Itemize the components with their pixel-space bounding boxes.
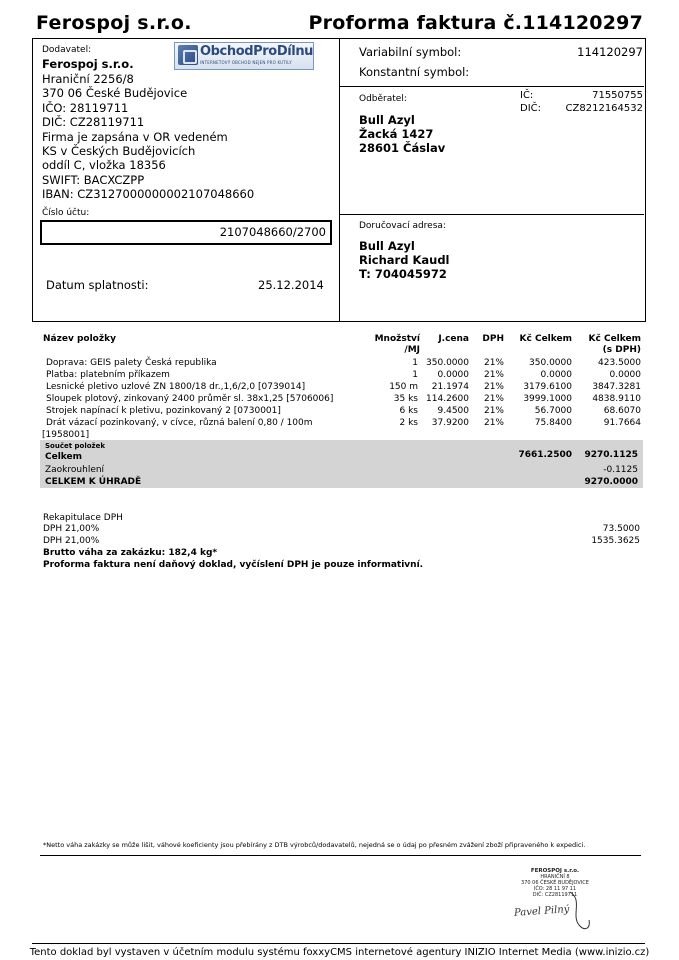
item-price: 114.2600 [426, 394, 469, 404]
supplier-company-heading: Ferospoj s.r.o. [36, 12, 192, 34]
items-table-body [0, 357, 679, 441]
item-total: 0.0000 [540, 370, 572, 380]
stamp-line: FEROSPOJ s.r.o. [530, 868, 580, 874]
table-row [0, 393, 679, 405]
item-vat: 21% [483, 382, 504, 392]
stamp-line: HRANIČNÍ 8 [540, 874, 570, 880]
delivery-line: T: 704045972 [359, 267, 447, 281]
col-header-vat: DPH [482, 334, 504, 344]
divider [339, 214, 644, 215]
item-qty: 2 ks [399, 418, 418, 428]
item-vat: 21% [483, 370, 504, 380]
item-price: 21.1974 [431, 382, 469, 392]
col-header-qty: Množství [374, 334, 420, 344]
item-qty: 6 ks [399, 406, 418, 416]
divider [339, 86, 644, 87]
item-total-vat: 4838.9110 [592, 394, 641, 404]
table-row [0, 381, 679, 393]
supplier-iban: IBAN: CZ3127000000002107048660 [42, 187, 255, 201]
item-qty: 1 [412, 370, 418, 380]
vat-recap-row-label: DPH 21,00% [43, 524, 100, 534]
item-price: 9.4500 [437, 406, 469, 416]
item-price: 37.9200 [431, 418, 469, 428]
item-total: 350.0000 [529, 358, 572, 368]
item-name: Platba: platebním příkazem [46, 370, 170, 380]
item-name: Drát vázací pozinkovaný, v cívce, různá balení 0,80 / 100m [46, 418, 313, 428]
delivery-line: Bull Azyl [359, 239, 415, 253]
vat-recap-row-value: 1535.3625 [591, 536, 640, 546]
col-header-name: Název položky [43, 334, 116, 344]
customer-dic-label: DIČ: [520, 103, 542, 114]
signature-flourish [565, 890, 595, 935]
item-total: 3999.1000 [523, 394, 572, 404]
col-header-total: Kč Celkem [519, 334, 572, 344]
table-row [0, 417, 679, 429]
item-name: Strojek napínací k pletivu, pozinkovaný 2 [0730001] [46, 406, 281, 416]
customer-dic-value: CZ8212164532 [565, 103, 643, 114]
stamp-line: 370 06 ČESKÉ BUDĚJOVICE [521, 880, 589, 886]
supplier-reg-line: KS v Českých Budějovicích [42, 144, 196, 158]
item-vat: 21% [483, 418, 504, 428]
divider [40, 855, 641, 856]
variable-symbol-label: Variabilní symbol: [359, 45, 462, 59]
due-date-value: 25.12.2014 [258, 278, 324, 292]
item-total-vat: 0.0000 [609, 370, 641, 380]
shop-logo [174, 42, 314, 70]
col-header-total-vat-sub: (s DPH) [602, 345, 641, 355]
table-row [0, 369, 679, 381]
supplier-city: 370 06 České Budějovice [42, 86, 188, 100]
divider [32, 943, 645, 944]
item-name: Lesnické pletivo uzlové ZN 1800/18 dr.,1,6/2,0 [0739014] [46, 382, 306, 392]
delivery-line: Richard Kaudl [359, 253, 450, 267]
item-price: 350.0000 [426, 358, 469, 368]
item-name: Doprava: GEIS palety Česká republika [46, 358, 217, 368]
vat-recap-row-value: 73.5000 [602, 524, 640, 534]
table-row [0, 405, 679, 417]
divider [339, 38, 340, 321]
item-price: 0.0000 [437, 370, 469, 380]
account-number-box [40, 220, 332, 245]
rounding-label: Zaokrouhlení [45, 465, 105, 475]
supplier-name: Ferospoj s.r.o. [42, 57, 134, 71]
item-code: [1958001] [42, 430, 90, 440]
item-vat: 21% [483, 394, 504, 404]
weight-footnote: *Netto váha zakázky se může lišit, váhové koeficienty jsou přebírány z DTB výrobců/dodavatelů, nejedná se o údaj po přesném zvážení zboží připraveného k expedici. [43, 841, 586, 849]
item-total-vat: 68.6070 [603, 406, 641, 416]
item-name: Sloupek plotový, zinkovaný 2400 průměr sl. 38x1,25 [5706006] [46, 394, 334, 404]
customer-street: Žacká 1427 [359, 127, 434, 141]
total-gross: 9270.1125 [584, 450, 638, 460]
invoice-title: Proforma faktura č.114120297 [308, 12, 643, 34]
item-total-vat: 423.5000 [598, 358, 641, 368]
item-qty: 1 [412, 358, 418, 368]
supplier-reg-line: Firma je zapsána v OR vedeném [42, 130, 228, 144]
supplier-reg-line: oddíl C, vložka 18356 [42, 158, 166, 172]
table-row [0, 357, 679, 369]
logo-tagline: INTERNETOVÝ OBCHOD NEJEN PRO KUTILY [200, 60, 292, 65]
col-header-total-vat: Kč Celkem [588, 334, 641, 344]
item-total: 3179.6100 [523, 382, 572, 392]
items-sum-label: Součet položek [45, 442, 106, 450]
customer-ic-label: IČ: [520, 90, 534, 101]
vat-recap-row-label: DPH 21,00% [43, 536, 100, 546]
supplier-dic: DIČ: CZ28119711 [42, 115, 145, 129]
total-net: 7661.2500 [518, 450, 572, 460]
footer-note: Tento doklad byl vystaven v účetním modulu systému foxxyCMS internetové agentury INIZIO Internet Media (www.inizio.cz) [29, 947, 650, 958]
customer-name: Bull Azyl [359, 113, 415, 127]
total-label: Celkem [45, 452, 83, 462]
account-label: Číslo účtu: [42, 208, 90, 218]
item-qty: 35 ks [393, 394, 418, 404]
customer-label: Odběratel: [359, 94, 407, 104]
supplier-swift: SWIFT: BACXCZPP [42, 173, 145, 187]
constant-symbol-label: Konstantní symbol: [359, 65, 470, 79]
supplier-ico: IČO: 28119711 [42, 101, 129, 115]
amount-due-label: CELKEM K ÚHRADĚ [45, 477, 142, 487]
item-qty: 150 m [389, 382, 418, 392]
item-vat: 21% [483, 406, 504, 416]
item-total: 75.8400 [534, 418, 572, 428]
col-header-price: J.cena [438, 334, 469, 344]
gross-weight: Brutto váha za zakázku: 182,4 kg* [43, 548, 218, 558]
stamp-line: IČO: 28 11 97 11 [533, 886, 577, 892]
supplier-street: Hraniční 2256/8 [42, 72, 134, 86]
stamp-line: DIČ: CZ28119711 [532, 892, 578, 898]
variable-symbol-value: 114120297 [577, 45, 643, 59]
amount-due-value: 9270.0000 [584, 477, 638, 487]
customer-city: 28601 Čáslav [359, 141, 446, 155]
delivery-label: Doručovací adresa: [359, 221, 446, 231]
shop-logo-icon [178, 45, 198, 65]
proforma-note: Proforma faktura není daňový doklad, vyčíslení DPH je pouze informativní. [43, 560, 424, 570]
due-date-label: Datum splatnosti: [46, 278, 149, 292]
logo-brand-text: ObchodProDílnu [200, 44, 314, 59]
account-number: 2107048660/2700 [219, 225, 326, 239]
col-header-unit: /MJ [404, 345, 420, 355]
supplier-label: Dodavatel: [42, 45, 92, 55]
signature: Pavel Pilný [513, 904, 570, 919]
rounding-value: -0.1125 [603, 465, 638, 475]
customer-ic-value: 71550755 [592, 90, 643, 101]
vat-recap-label: Rekapitulace DPH [43, 513, 123, 523]
item-total-vat: 3847.3281 [592, 382, 641, 392]
item-vat: 21% [483, 358, 504, 368]
item-total: 56.7000 [534, 406, 572, 416]
item-total-vat: 91.7664 [603, 418, 641, 428]
